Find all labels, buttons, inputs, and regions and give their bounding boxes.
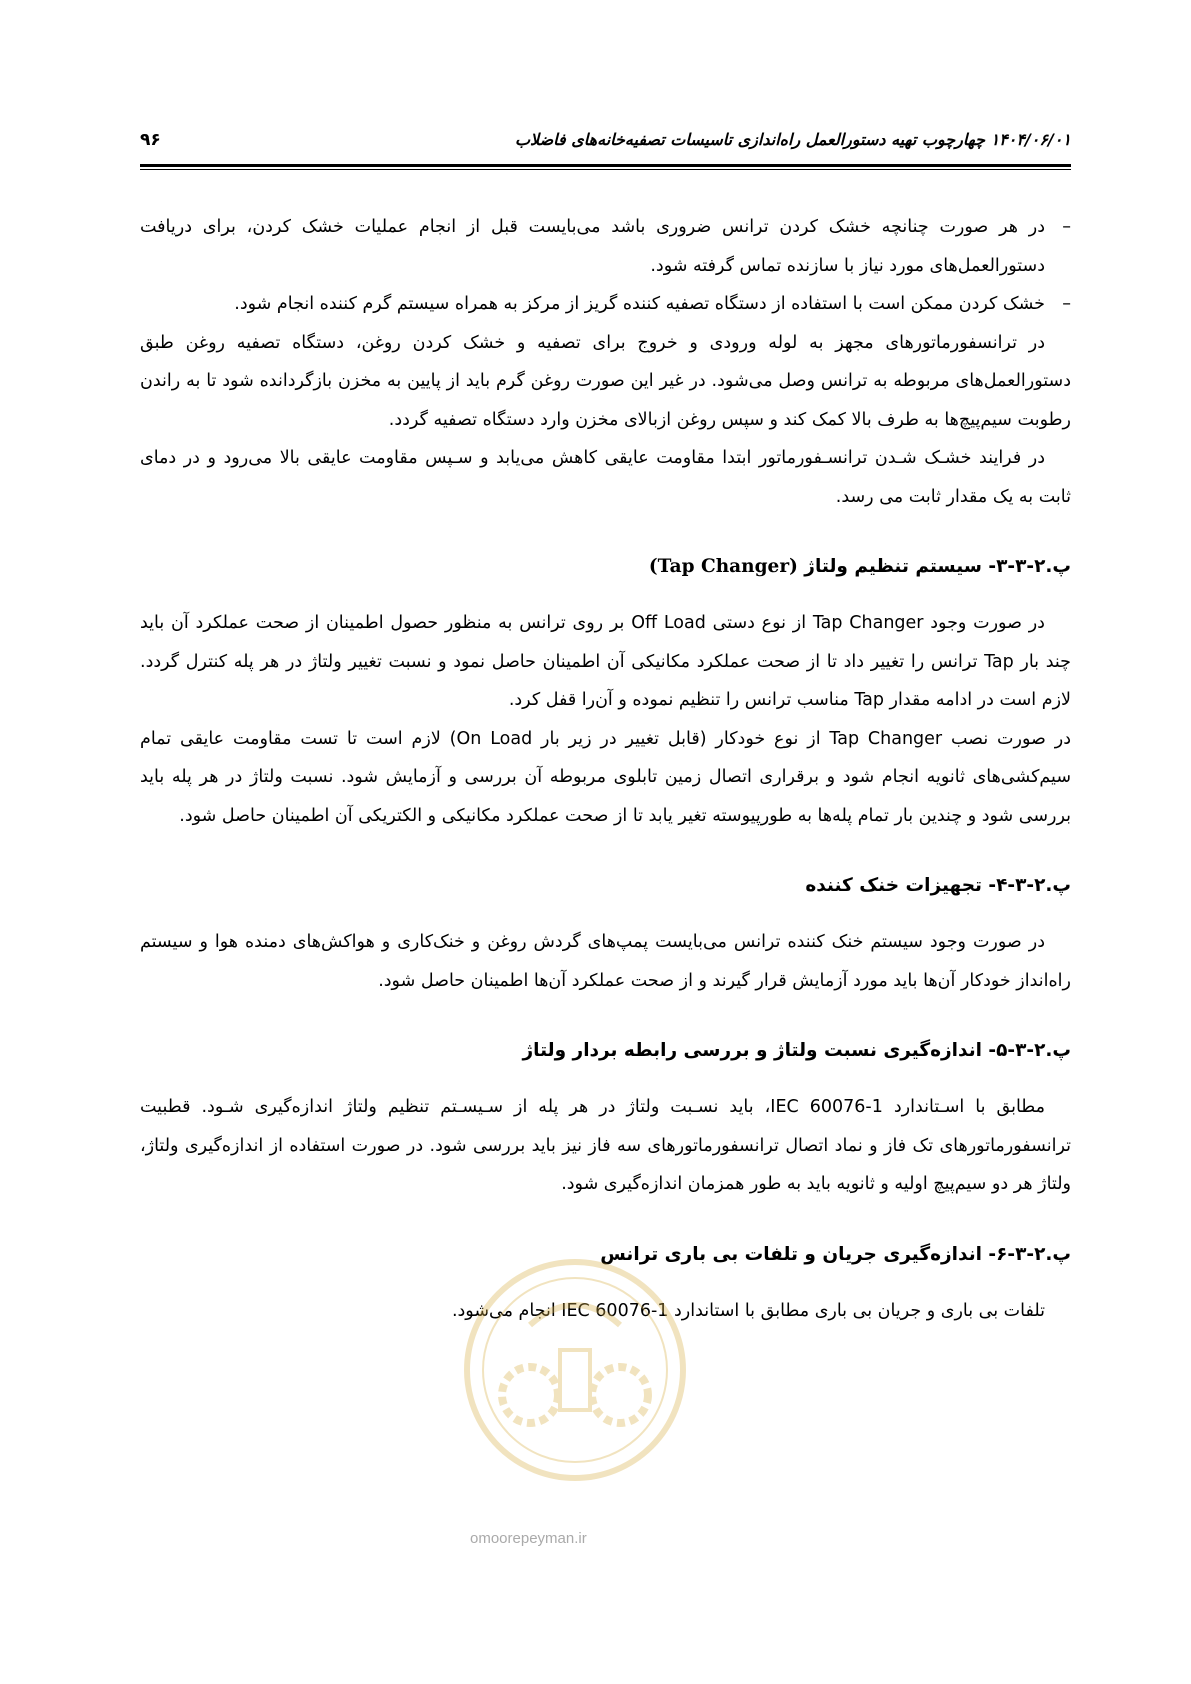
header-rule-thin xyxy=(140,169,1071,170)
page-number: ۹۶ xyxy=(140,130,161,150)
page-body xyxy=(140,208,1071,1330)
bullet-text: در هر صورت چنانچه خشک کردن ترانس ضروری باشد می‌بایست قبل از انجام عملیات خشک کردن، برای دریافت دستورالعمل‌های مورد نیاز با سازنده تماس گرفته شود. xyxy=(140,217,1045,276)
header-rule xyxy=(140,164,1071,167)
paragraph: در صورت نصب Tap Changer از نوع خودکار (قابل تغییر در زیر بار On Load) لازم است تا تست مقاومت عایقی تمام سیم‌کشی‌های ثانویه انجام شود و برقراری اتصال زمین تابلوی مربوطه آن بررسی و آزمایش شود. نسبت ولتاژ در هر پله باید بررسی شود و چندین بار تمام پله‌ها به طورپیوسته تغیر یابد تا از صحت عملکرد مکانیکی و الکتریکی آن اطمینان حاصل شود. xyxy=(140,728,1071,826)
page-header xyxy=(140,130,1071,162)
header-title: ۱۴۰۴/۰۶/۰۱ چهارچوب تهیه دستورالعمل راه‌اندازی تاسیسات تصفیه‌خانه‌های فاضلاب xyxy=(514,130,1071,149)
bullet-item xyxy=(140,208,1071,285)
paragraph: در ترانسفورماتورهای مجهز به لوله ورودی و خروج برای تصفیه و خشک کردن روغن، دستگاه تصفیه روغن طبق دستورالعمل‌های مربوطه به ترانس وصل می‌شود. در غیر این صورت روغن گرم باید از پایین به مخزن بازگردانده شود تا به راندن رطوبت سیم‌پیچ‌ها به طرف بالا کمک کند و سپس روغن ازبالای مخزن وارد دستگاه تصفیه گردد. xyxy=(140,332,1071,430)
section-heading xyxy=(140,548,1071,586)
section-heading: پ.۲-۳-۴- تجهیزات خنک کننده xyxy=(805,875,1071,896)
watermark-url: omoorepeyman.ir xyxy=(470,1530,587,1547)
paragraph: در صورت وجود Tap Changer از نوع دستی Off Load بر روی ترانس به منظور حصول اطمینان از صحت عملکرد آن باید چند بار Tap ترانس را تغییر داد تا از صحت عملکرد مکانیکی آن اطمینان حاصل نمود و نسبت تغییر ولتاژ در هر پله کنترل گردد. لازم است در ادامه مقدار Tap مناسب ترانس را تنظیم نموده و آن‌را قفل کرد. xyxy=(140,613,1071,710)
paragraph: تلفات بی باری و جریان بی باری مطابق با استاندارد IEC 60076-1 انجام می‌شود. xyxy=(451,1300,1045,1321)
dash-icon: – xyxy=(1062,217,1071,237)
section-heading: پ.۲-۳-۶- اندازه‌گیری جریان و تلفات بی باری ترانس xyxy=(600,1243,1071,1265)
section-heading-latin: (Tap Changer) xyxy=(648,556,798,577)
paragraph: در صورت وجود سیستم خنک کننده ترانس می‌بایست پمپ‌های گردش روغن و خنک‌کاری و هواکش‌های دمنده هوا و سیستم راه‌انداز خودکار آن‌ها باید مورد آزمایش قرار گیرند و از صحت عملکرد آن‌ها اطمینان حاصل شود. xyxy=(140,932,1071,991)
paragraph: در فرایند خشـک شـدن ترانسـفورماتور ابتدا مقاومت عایقی کاهش می‌یابد و سـپس مقاومت عایقی بالا می‌رود و در دمای ثابت به یک مقدار ثابت می رسد. xyxy=(140,448,1071,507)
bullet-text: خشک کردن ممکن است با استفاده از دستگاه تصفیه کننده گریز از مرکز به همراه سیستم گرم کننده انجام شود. xyxy=(234,294,1045,314)
dash-icon: – xyxy=(1062,294,1071,314)
paragraph: مطابق با اسـتاندارد IEC 60076-1، باید نسـبت ولتاژ در هر پله از سـیسـتم تنظیم ولتاژ اندازه‌گیری شـود. قطبیت ترانسفورماتورهای تک فاز و نماد اتصال ترانسفورماتورهای سه فاز نیز باید بررسی شود. در صورت استفاده از اندازه‌گیری ولتاژ، ولتاژ هر دو سیم‌پیچ اولیه و ثانویه باید به طور همزمان اندازه‌گیری شود. xyxy=(140,1097,1071,1194)
bullet-item xyxy=(140,285,1071,324)
watermark-logo-icon xyxy=(460,1255,690,1485)
section-heading-text: پ.۲-۳-۳- سیستم تنظیم ولتاژ xyxy=(804,556,1071,577)
section-heading: پ.۲-۳-۵- اندازه‌گیری نسبت ولتاژ و بررسی رابطه بردار ولتاژ xyxy=(522,1040,1071,1061)
